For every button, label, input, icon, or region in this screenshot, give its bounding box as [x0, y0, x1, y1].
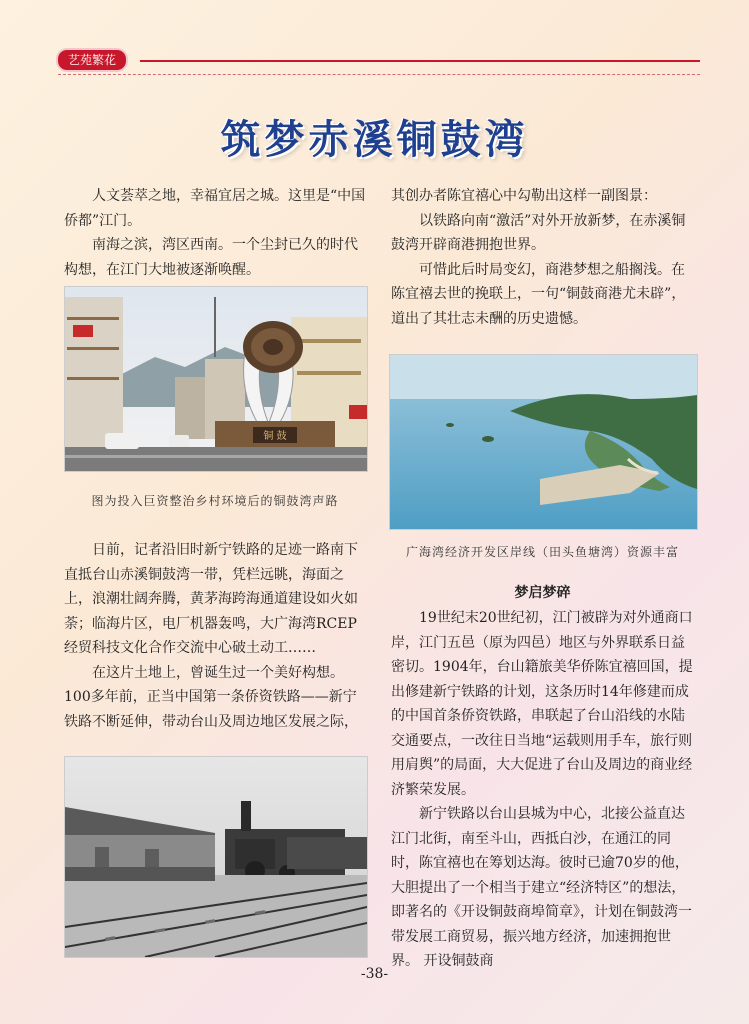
paragraph: 在这片土地上，曾诞生过一个美好构想。100多年前，正当中国第一条侨资铁路——新宁铁路不断延伸，带动台山及周边地区发展之际，: [64, 664, 358, 730]
paragraph: 新宁铁路以台山县城为中心，北接公益直达江门北街，南至斗山，西抵白沙，在通江的同时，陈宜禧也在筹划达海。彼时已逾70岁的他，大胆提出了一个相当于建立“经济特区”的想法，即著名的《开设铜鼓商埠简章》，计划在铜鼓湾一带发展工商贸易，振兴地方经济，加速拥抱世界。 开设铜鼓商: [391, 806, 692, 969]
page-number: -38-: [360, 966, 389, 982]
paragraph: 人文荟萃之地，幸福宜居之城。这里是“中国侨都”江门。: [64, 188, 366, 229]
right-column-body: [391, 606, 696, 974]
paragraph: 可惜此后时局变幻，商港梦想之船搁浅。在陈宜禧去世的挽联上，一句“铜鼓商港尤未辟”，道出了其壮志未酬的历史遗憾。: [391, 261, 686, 327]
left-column-intro: [64, 184, 366, 282]
photo-coastline-aerial: [389, 354, 698, 530]
header-rule: [140, 60, 700, 62]
article-title: 筑梦赤溪铜鼓湾: [220, 117, 529, 163]
photo-street-drum-sculpture: [64, 286, 368, 472]
paragraph-continued: 其创办者陈宜禧心中勾勒出这样一副图景：: [391, 188, 657, 204]
paragraph: 19世纪末20世纪初，江门被辟为对外通商口岸，江门五邑（原为四邑）地区与外界联系日益密切。1904年，台山籍旅美华侨陈宜禧回国，提出修建新宁铁路的计划，这条历时14年修建而成的中国首条侨资铁路，串联起了台山沿线的水陆交通要点，一改往日当地“运载则用手车，旅行则用肩舆”的局面，大大促进了台山及周边的商业经济繁荣发展。: [391, 610, 693, 798]
photo1-caption: 图为投入巨资整治乡村环境后的铜鼓湾声路: [91, 494, 339, 508]
section-tag: 艺苑繁花: [58, 50, 126, 70]
photo2-caption: 广海湾经济开发区岸线（田头鱼塘湾）资源丰富: [405, 545, 679, 559]
photo-historic-railway: [64, 756, 368, 958]
paragraph: 以铁路向南“激活”对外开放新梦，在赤溪铜鼓湾开辟商港拥抱世界。: [391, 212, 686, 253]
sculpture-sign-text: 铜 鼓: [263, 431, 287, 442]
right-column-intro: [391, 184, 696, 331]
paragraph: 日前，记者沿旧时新宁铁路的足迹一路南下直抵台山赤溪铜鼓湾一带，凭栏远眺，海面之上，浪潮壮阔奔腾，黄茅海跨海通道建设如火如荼；临海片区，电厂机器轰鸣，大广海湾RCEP经贸科技文化合作交流中心破土动工……: [64, 542, 358, 656]
left-column-body: [64, 538, 366, 734]
header-rule-dashed: [58, 74, 700, 75]
section-subheading: 梦启梦碎: [514, 585, 571, 601]
paragraph: 南海之滨，湾区西南。一个尘封已久的时代构想，在江门大地被逐渐唤醒。: [64, 237, 358, 278]
